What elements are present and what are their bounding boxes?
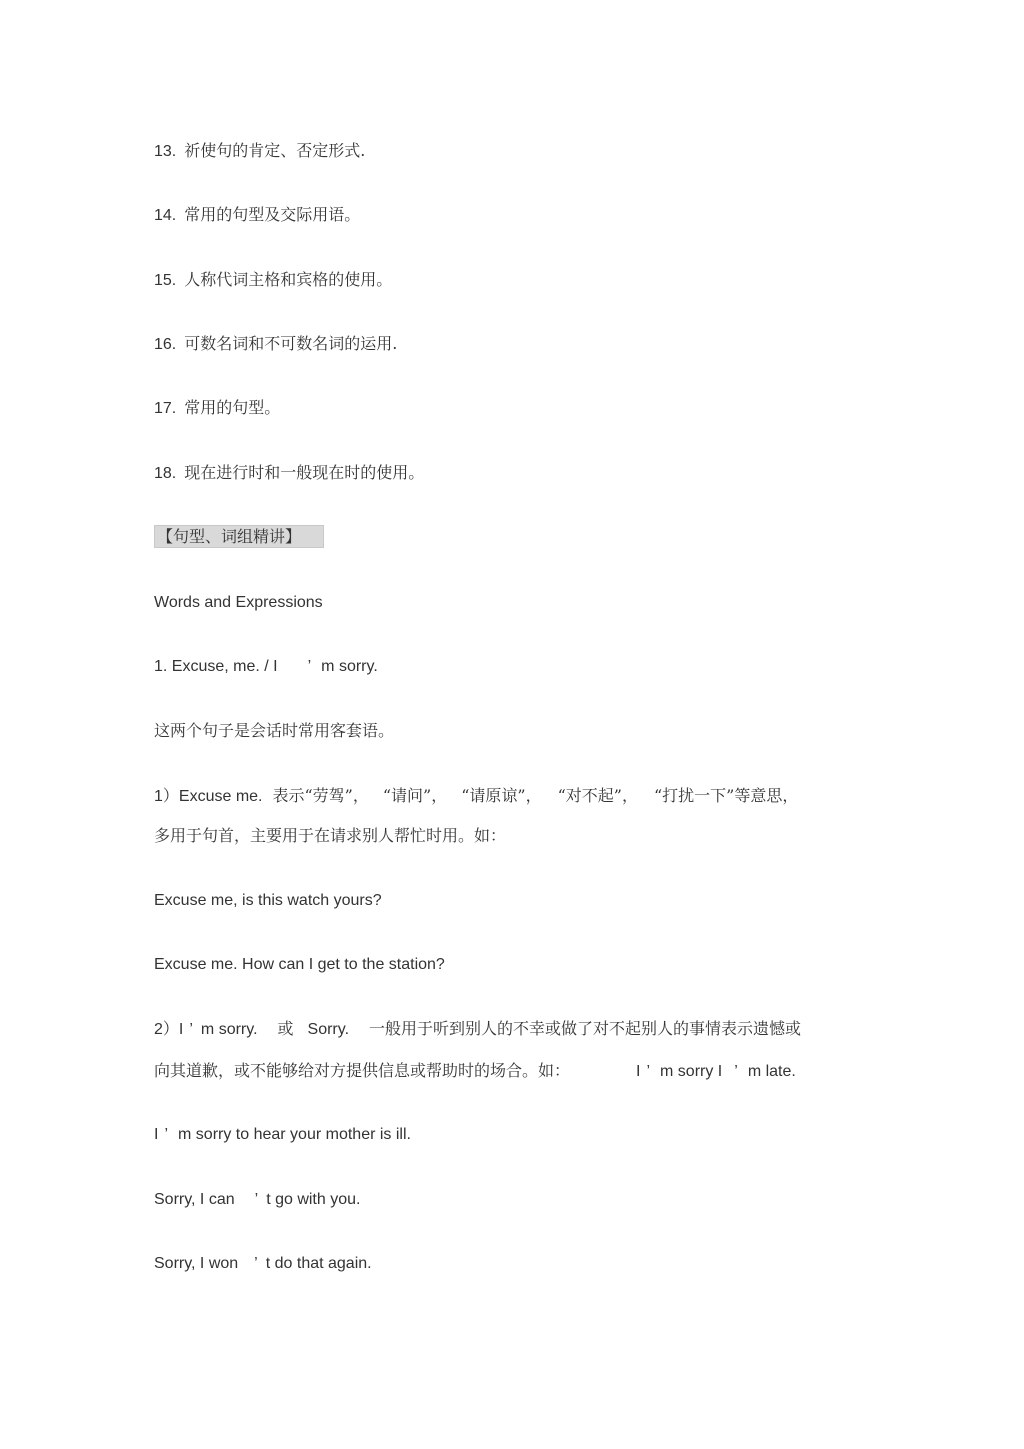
example-sentence [154, 1189, 360, 1211]
list-item-17 [154, 397, 280, 420]
list-item-15 [154, 269, 392, 292]
item-number: 18. [154, 465, 177, 482]
item-number: 13. [154, 143, 177, 160]
item-text: 现在进行时和一般现在时的使用。 [184, 463, 425, 482]
list-item-14 [154, 204, 360, 227]
meaning: “请问”， [382, 786, 448, 805]
example-part: t go with you. [266, 1191, 361, 1208]
sub-1-line-1 [154, 785, 798, 808]
apostrophe: ’ [254, 1255, 258, 1272]
item-number: 15. [154, 272, 177, 289]
apostrophe: ’ [164, 1126, 169, 1143]
example-part: m sorry to hear your mother is ill. [178, 1126, 411, 1143]
meaning: “对不起”， [557, 786, 638, 805]
section-header [154, 526, 324, 548]
sub-2-lead: m sorry. [200, 1021, 258, 1038]
example-sentence: Excuse me, is this watch yours? [154, 892, 382, 909]
example-sentence [154, 1124, 411, 1146]
item-text: 常用的句型。 [184, 398, 281, 417]
example-part: Sorry, I can [154, 1191, 235, 1208]
example-part: Sorry, I won [154, 1255, 239, 1272]
apostrophe: ’ [307, 658, 312, 675]
sub-2-line-1 [154, 1018, 801, 1041]
sub-1-line-2: 多用于句首，主要用于在请求别人帮忙时用。如： [154, 826, 507, 845]
item-text: 可数名词和不可数名词的运用. [184, 334, 398, 353]
sub-1-lead: 1）Excuse me. [154, 788, 263, 805]
inline-example: I [636, 1063, 641, 1080]
apostrophe: ’ [189, 1021, 193, 1038]
sub-2-desc: 一般用于听到别人的不幸或做了对不起别人的事情表示遗憾或 [369, 1019, 802, 1038]
meaning: “打扰一下”等意思， [654, 786, 799, 805]
example-part: I [154, 1126, 159, 1143]
or-text: 或 [277, 1019, 294, 1038]
item-text: 祈使句的肯定、否定形式. [184, 141, 366, 160]
list-item-16 [154, 333, 397, 356]
sub-2-desc: 向其道歉，或不能够给对方提供信息或帮助时的场合。如： [154, 1061, 571, 1080]
point-1-title [154, 656, 378, 678]
sub-2-lead: 2）I [154, 1021, 184, 1038]
inline-example: m sorry I [660, 1063, 723, 1080]
apostrophe: ’ [646, 1063, 651, 1080]
sub-2-line-2 [154, 1060, 796, 1083]
section-header-label: 【句型、词组精讲】 [154, 525, 324, 548]
title-part: m sorry. [321, 658, 378, 675]
title-part: 1. Excuse, me. / I [154, 658, 278, 675]
apostrophe: ’ [734, 1063, 738, 1080]
subheading: Words and Expressions [154, 594, 323, 611]
list-item-13 [154, 140, 365, 163]
item-number: 14. [154, 207, 177, 224]
point-1-intro: 这两个句子是会话时常用客套语。 [154, 721, 395, 740]
item-text: 人称代词主格和宾格的使用。 [184, 270, 393, 289]
meaning: “请原谅”， [461, 786, 542, 805]
item-number: 16. [154, 336, 177, 353]
item-number: 17. [154, 400, 177, 417]
example-sentence: Excuse me. How can I get to the station? [154, 956, 445, 973]
inline-example: m late. [747, 1063, 796, 1080]
apostrophe: ’ [254, 1191, 259, 1208]
example-part: t do that again. [265, 1255, 372, 1272]
item-text: 常用的句型及交际用语。 [184, 205, 361, 224]
sorry-text: Sorry. [307, 1021, 350, 1038]
example-sentence [154, 1253, 372, 1275]
list-item-18 [154, 462, 424, 485]
meaning: 表示“劳驾”， [272, 786, 369, 805]
